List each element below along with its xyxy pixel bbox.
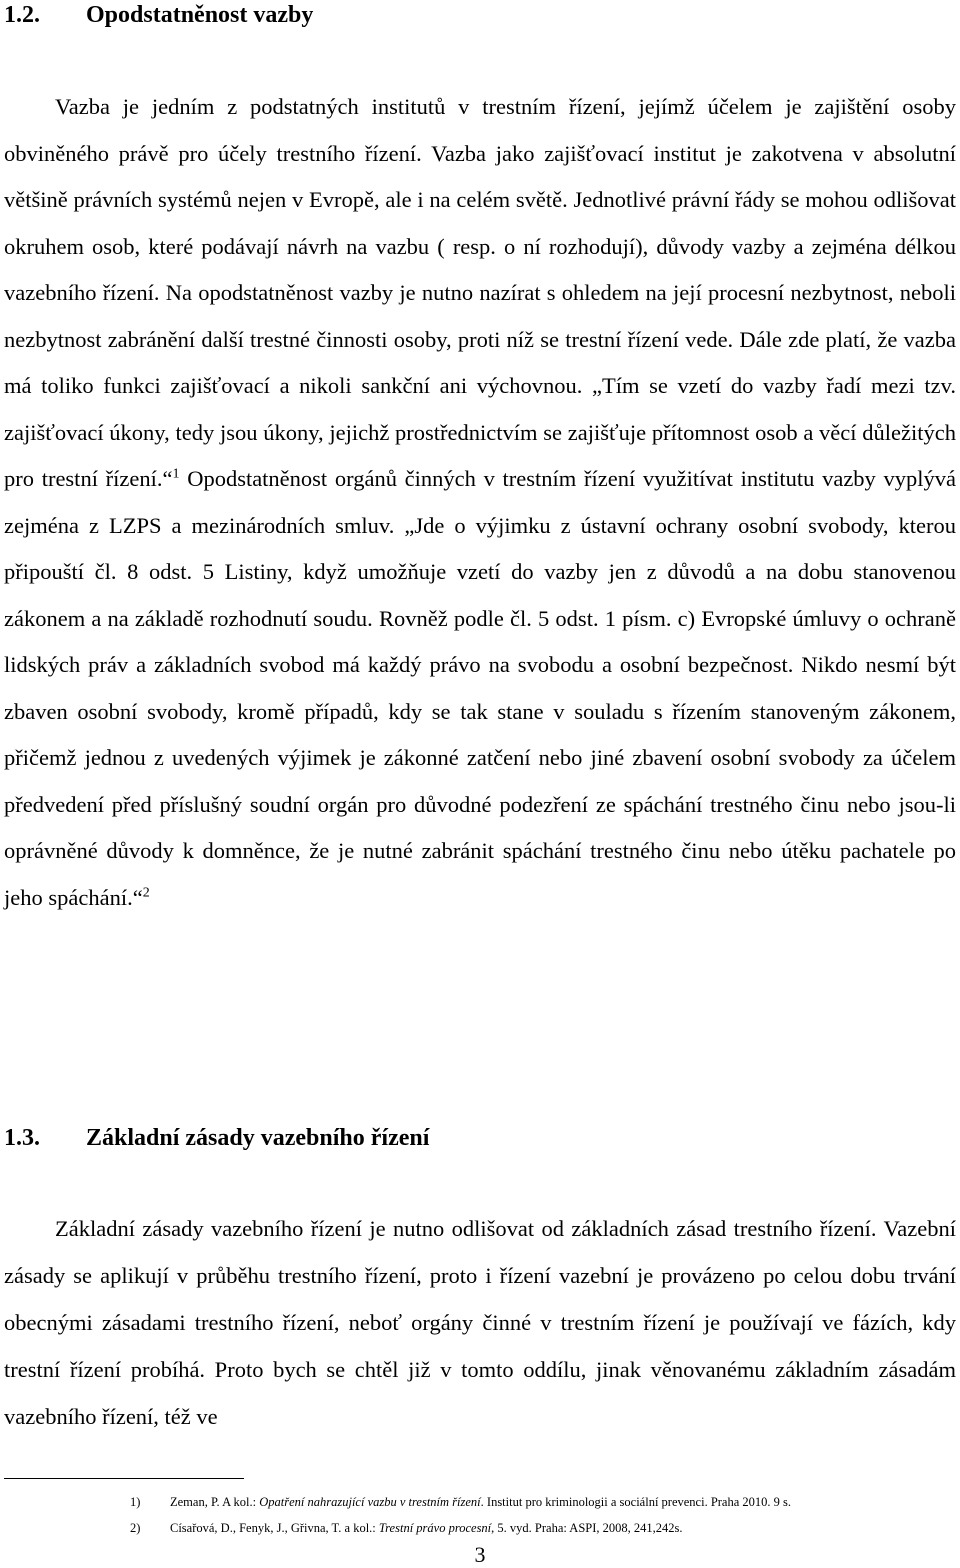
footnote-authors: Zeman, P. A kol.:	[170, 1495, 260, 1509]
footnote-2	[130, 1515, 950, 1541]
footnote-details: , 5. vyd. Praha: ASPI, 2008, 241,242s.	[491, 1521, 683, 1535]
paragraph-zakladni-zasady	[4, 1205, 956, 1440]
page-number: 3	[474, 1542, 486, 1567]
footnote-separator	[4, 1478, 244, 1479]
section-title: Základní zásady vazebního řízení	[86, 1125, 430, 1151]
footnote-number: 1)	[130, 1495, 141, 1509]
footnote-number: 2)	[130, 1521, 141, 1535]
section-number: 1.2.	[4, 2, 40, 28]
section-heading-1-3	[4, 1123, 429, 1153]
footnote-title: Opatření nahrazující vazbu v trestním řízení	[259, 1495, 481, 1509]
footnote-authors: Císařová, D., Fenyk, J., Gřivna, T. a kol.:	[170, 1521, 379, 1535]
paragraph-opodstatnenost	[4, 84, 956, 921]
footnotes	[130, 1489, 950, 1541]
section-heading-1-2	[4, 0, 313, 30]
paragraph-text-part-1: Vazba je jedním z podstatných institutů v trestním řízení, jejímž účelem je zajištění osoby obviněného právě pro účely trestního řízení. Vazba jako zajišťovací institut je zakotvena v absolutní většině právních systémů nejen v Evropě, ale i na celém světě. Jednotlivé právní řády se mohou odlišovat okruhem osob, které podávají návrh na vazbu ( resp. o ní rozhodují), důvody vazby a zejména délkou vazebního řízení. Na opodstatněnost vazby je nutno nazírat s ohledem na její procesní nezbytnost, neboli nezbytnost zabránění další trestné činnosti osoby, proti níž se trestní řízení vede. Dále zde platí, že vazba má toliko funkci zajišťovací a nikoli sankční ani výchovnou. „Tím se vzetí do vazby řadí mezi tzv. zajišťovací úkony, tedy jsou úkony, jejichž prostřednictvím se zajišťuje přítomnost osob a věcí důležitých pro trestní řízení.“	[4, 94, 956, 491]
footnote-1	[130, 1489, 950, 1515]
paragraph-text-part-2: Opodstatněnost orgánů činných v trestním řízení využitívat institutu vazby vyplývá zejména z LZPS a mezinárodních smluv. „Jde o výjimku z ústavní ochrany osobní svobody, kterou připouští čl. 8 odst. 5 Listiny, když umožňuje vzetí do vazby jen z důvodů a na dobu stanovenou zákonem a na základě rozhodnutí soudu. Rovněž podle čl. 5 odst. 1 písm. c) Evropské úmluvy o ochraně lidských práv a základních svobod má každý právo na svobodu a osobní bezpečnost. Nikdo nesmí být zbaven osobní svobody, kromě případů, kdy se tak stane v souladu s řízením stanoveným zákonem, přičemž jednou z uvedených výjimek je zákonné zatčení nebo jiné zbavení osobní svobody za účelem předvedení před příslušný soudní orgán pro důvodné podezření ze spáchání trestného činu nebo jsou-li oprávněné důvody k domněnce, že je nutné zabránit spáchání trestného činu nebo útěku pachatele po jeho spáchání.“	[4, 466, 956, 910]
paragraph-text: Základní zásady vazebního řízení je nutno odlišovat od základních zásad trestního řízení. Vazební zásady se aplikují v průběhu trestního řízení, proto i řízení vazební je provázeno po celou dobu trvání obecnými zásadami trestního řízení, neboť orgány činné v trestním řízení je používají ve fázích, kdy trestní řízení probíhá. Proto bych se chtěl již v tomto oddílu, jinak věnovanému základním zásadám vazebního řízení, též ve	[4, 1216, 956, 1429]
footnote-reference-1[interactable]: 1	[172, 466, 180, 482]
section-number: 1.3.	[4, 1125, 40, 1151]
section-title: Opodstatněnost vazby	[86, 2, 314, 28]
footnote-reference-2[interactable]: 2	[142, 885, 150, 900]
footnote-details: . Institut pro kriminologii a sociální prevenci. Praha 2010. 9 s.	[480, 1495, 792, 1509]
footnote-title: Trestní právo procesní	[378, 1521, 492, 1535]
